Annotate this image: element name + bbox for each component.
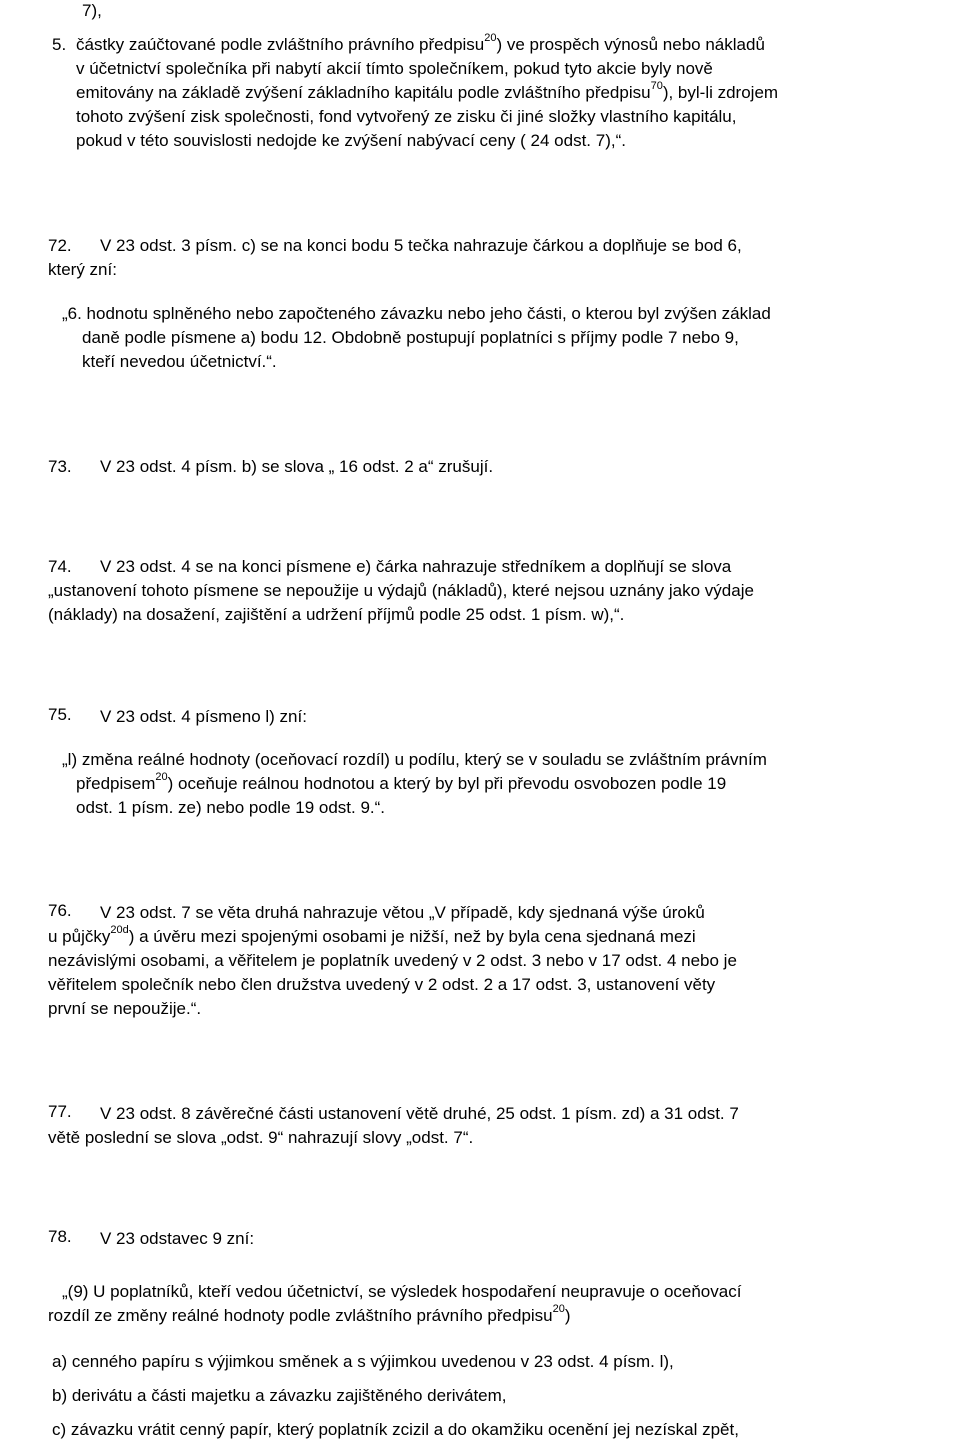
item-78-quote-2	[48, 1305, 571, 1327]
item-74-line-3: (náklady) na dosažení, zajištění a udržení příjmů podle 25 odst. 1 písm. w),“.	[48, 605, 625, 624]
item-5-line-2: v účetnictví společníka při nabytí akcií tímto společníkem, pokud tyto akcie byly nově	[76, 59, 713, 78]
item-72-quote-3: kteří nevedou účetnictví.“.	[82, 352, 277, 371]
item-72-line-1: V 23 odst. 3 písm. c) se na konci bodu 5 tečka nahrazuje čárkou a doplňuje se bod 6,	[100, 236, 742, 255]
text-segment: u půjčky	[48, 927, 111, 946]
item-77-number: 77.	[48, 1102, 72, 1121]
item-5-line-4: tohoto zvýšení zisk společnosti, fond vytvořený ze zisku či jiné složky vlastního kapitálu,	[76, 107, 737, 126]
item-5-line-3	[76, 82, 778, 104]
item-78-quote-1: „(9) U poplatníků, kteří vedou účetnictví, se výsledek hospodaření neupravuje o oceňovací	[62, 1282, 742, 1301]
item-75-quote-2	[76, 773, 726, 795]
item-74-number: 74.	[48, 557, 72, 576]
item-72-quote-2: daně podle písmene a) bodu 12. Obdobně postupují poplatníci s příjmy podle 7 nebo 9,	[82, 328, 739, 347]
item-72-line-2: který zní:	[48, 260, 117, 279]
item-5-line-5: pokud v této souvislosti nedojde ke zvýšení nabývací ceny ( 24 odst. 7),“.	[76, 131, 626, 150]
text-segment: částky zaúčtované podle zvláštního právního předpisu	[76, 35, 485, 54]
item-72-quote-1: „6. hodnotu splněného nebo započteného závazku nebo jeho části, o kterou byl zvýšen základ	[62, 304, 771, 323]
footnote-ref: 20	[484, 32, 497, 45]
item-78-line-1: V 23 odstavec 9 zní:	[100, 1229, 255, 1248]
footnote-ref: 20	[552, 1303, 565, 1316]
item-76-line-3: nezávislými osobami, a věřitelem je poplatník uvedený v 2 odst. 3 nebo v 17 odst. 4 nebo je	[48, 951, 737, 970]
item-73-number: 73.	[48, 457, 72, 476]
item-76-line-4: věřitelem společník nebo člen družstva uvedený v 2 odst. 2 a 17 odst. 3, ustanovení věty	[48, 975, 716, 994]
text-segment: emitovány na základě zvýšení základního kapitálu podle zvláštního předpisu	[76, 83, 651, 102]
item-76-line-5: první se nepoužije.“.	[48, 999, 202, 1018]
item-74-line-2: „ustanovení tohoto písmene se nepoužije u výdajů (nákladů), které nejsou uznány jako výdaje	[48, 581, 754, 600]
item-78-sub-a: a) cenného papíru s výjimkou směnek a s výjimkou uvedenou v 23 odst. 4 písm. l),	[52, 1352, 674, 1371]
text-segment: ), byl-li zdrojem	[662, 83, 779, 102]
item-5-line-1	[76, 34, 765, 56]
item-73-line-1: V 23 odst. 4 písm. b) se slova „ 16 odst. 2 a“ zrušují.	[100, 457, 494, 476]
footnote-ref: 20d	[110, 924, 129, 937]
item-76-line-2	[48, 926, 696, 948]
text-segment: ) oceňuje reálnou hodnotou a který by byl při převodu osvobozen podle 19	[167, 774, 727, 793]
item-72-number: 72.	[48, 236, 72, 255]
text-segment: předpisem	[76, 774, 156, 793]
footnote-ref: 20	[155, 771, 168, 784]
item-75-quote-1: „l) změna reálné hodnoty (oceňovací rozdíl) u podílu, který se v souladu se zvláštním právním	[62, 750, 767, 769]
item-75-number: 75.	[48, 705, 72, 724]
item-76-line-1: V 23 odst. 7 se věta druhá nahrazuje větou „V případě, kdy sjednaná výše úroků	[100, 903, 705, 922]
item-74-line-1: V 23 odst. 4 se na konci písmene e) čárka nahrazuje středníkem a doplňují se slova	[100, 557, 732, 576]
text-segment: ) ve prospěch výnosů nebo nákladů	[496, 35, 765, 54]
text-segment: rozdíl ze změny reálné hodnoty podle zvláštního právního předpisu	[48, 1306, 553, 1325]
item-5-number: 5.	[52, 35, 67, 54]
text-segment: )	[564, 1306, 571, 1325]
item-75-quote-3: odst. 1 písm. ze) nebo podle 19 odst. 9.“.	[76, 798, 386, 817]
item-78-sub-c: c) závazku vrátit cenný papír, který poplatník zcizil a do okamžiku ocenění jej nezískal zpět,	[52, 1420, 739, 1439]
footnote-ref: 70	[650, 80, 663, 93]
item-75-line-1: V 23 odst. 4 písmeno l) zní:	[100, 707, 307, 726]
item-78-sub-b: b) derivátu a části majetku a závazku zajištěného derivátem,	[52, 1386, 507, 1405]
top-line-0: 7),	[82, 1, 102, 20]
text-segment: ) a úvěru mezi spojenými osobami je nižší, než by byla cena sjednaná mezi	[128, 927, 696, 946]
item-76-number: 76.	[48, 901, 72, 920]
item-78-number: 78.	[48, 1227, 72, 1246]
item-77-line-1: V 23 odst. 8 závěrečné části ustanovení větě druhé, 25 odst. 1 písm. zd) a 31 odst. 7	[100, 1104, 739, 1123]
item-77-line-2: větě poslední se slova „odst. 9“ nahrazují slovy „odst. 7“.	[48, 1128, 474, 1147]
